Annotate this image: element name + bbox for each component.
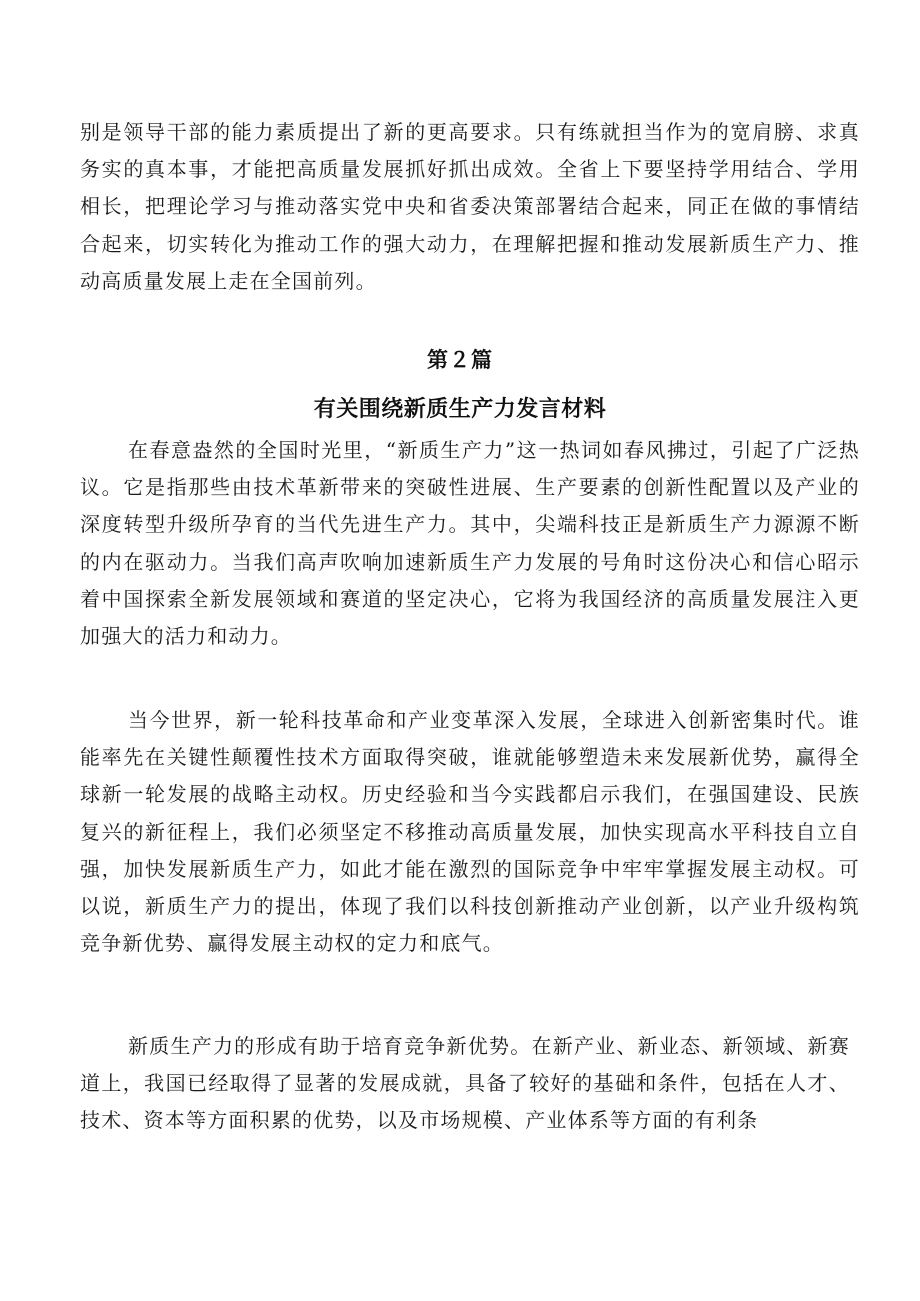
- document-title: 有关围绕新质生产力发言材料: [313, 397, 607, 422]
- paragraph-2: 当今世界，新一轮科技革命和产业变革深入发展，全球进入创新密集时代。谁能率先在关键性颠覆性技术方面取得突破，谁就能够塑造未来发展新优势，赢得全球新一轮发展的战略主动权。历史经验和当今实践都启示我们，在强国建设、民族复兴的新征程上，我们必须坚定不移推动高质量发展，加快实现高水平科技自立自强，加快发展新质生产力，如此才能在激烈的国际竞争中牢牢掌握发展主动权。可以说，新质生产力的提出，体现了我们以科技创新推动产业创新，以产业升级构筑竞争新优势、赢得发展主动权的定力和底气。: [80, 708, 860, 956]
- paragraph-continued: 别是领导干部的能力素质提出了新的更高要求。只有练就担当作为的宽肩膀、求真务实的真本事，才能把高质量发展抓好抓出成效。全省上下要坚持学用结合、学用相长，把理论学习与推动落实党中央和省委决策部署结合起来，同正在做的事情结合起来，切实转化为推动工作的强大动力，在理解把握和推动发展新质生产力、推动高质量发展上走在全国前列。: [80, 120, 860, 293]
- paragraph-1: 在春意盎然的全国时光里，“新质生产力”这一热词如春风拂过，引起了广泛热议。它是指那些由技术革新带来的突破性进展、生产要素的创新性配置以及产业的深度转型升级所孕育的当代先进生产力。其中，尖端科技正是新质生产力源源不断的内在驱动力。当我们高声吹响加速新质生产力发展的号角时这份决心和信心昭示着中国探索全新发展领域和赛道的坚定决心，它将为我国经济的高质量发展注入更加强大的活力和动力。: [80, 438, 860, 649]
- paragraph-3: 新质生产力的形成有助于培育竞争新优势。在新产业、新业态、新领域、新赛道上，我国已经取得了显著的发展成就，具备了较好的基础和条件，包括在人才、技术、资本等方面积累的优势，以及市场规模、产业体系等方面的有利条: [80, 1034, 850, 1133]
- section-label: 第２篇: [427, 348, 493, 372]
